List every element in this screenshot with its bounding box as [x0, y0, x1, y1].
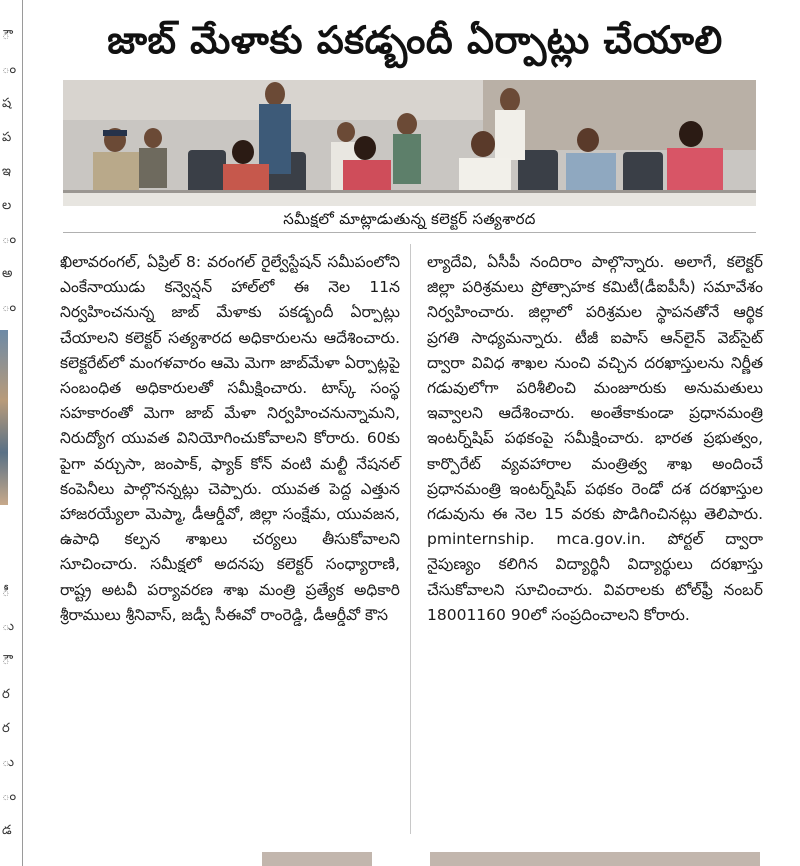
fragment-char: అ: [2, 266, 13, 281]
next-article-fragment: [262, 852, 372, 866]
caption-divider: [63, 232, 756, 233]
next-article-photo-fragment: [430, 852, 760, 866]
fragment-char: ష: [2, 96, 12, 111]
fragment-char: ౌ: [2, 28, 10, 43]
fragment-char: ఇ: [2, 164, 11, 179]
fragment-char: ర: [2, 687, 10, 702]
adjacent-photo-fragment: [0, 330, 8, 505]
fragment-char: ల: [2, 198, 12, 213]
fragment-char: డ: [2, 823, 12, 838]
fragment-char: ం: [2, 232, 17, 247]
article-body-right: [427, 250, 763, 628]
fragment-char: ం: [2, 300, 17, 315]
photo-caption: సమీక్షలో మాట్లాడుతున్న కలెక్టర్ సత్యశారద: [283, 210, 536, 228]
fragment-char: ౌ: [2, 653, 10, 668]
column-gutter: [410, 244, 411, 834]
body-paragraph: ఖిలావరంగల్, ఏప్రిల్ 8: వరంగల్ రైల్వేస్టేషన్ సమీపంలోని ఎంకేనాయుడు కన్వెన్షన్ హాల్‌లో ఈ నెల 11న నిర్వహించనున్న జాబ్ మేళాకు పకడ్బందీ ఏర్పాట్లు చేయాలని కలెక్టర్ సత్యశారద అధికారులను ఆదేశించారు. కలెక్టరేట్‌లో మంగళవారం ఆమె మెగా జాబ్‌మేళా ఏర్పాట్లపై సంబంధిత అధికారులతో సమీక్షించారు. టాస్క్ సంస్థ సహకారంతో మెగా జాబ్ మేళా నిర్వహించనున్నామని, నిరుద్యోగ యువత వినియోగించుకోవాలని కోరారు. 60కు పైగా వర్చుసా, జంపాక్, ఫ్యాక్ కోన్ వంటి మల్టీ నేషనల్ కంపెనీలు పాల్గొనన్నట్లు చెప్పారు. యువత పెద్ద ఎత్తున హాజరయ్యేలా మెప్మా, డీఆర్డీవో, జిల్లా సంక్షేమ, యువజన, ఉపాధి కల్పన శాఖలు చర్యలు తీసుకోవాలని సూచించారు. సమీక్షలో అదనపు కలెక్టర్ సంధ్యారాణి, రాష్ట్ర అటవీ పర్యావరణ శాఖ మంత్రి ప్రత్యేక అధికారి శ్రీరాములు శ్రీనివాస్, జడ్పీ సీఈవో రాంరెడ్డి, డీఆర్డీవో కౌస: [60, 253, 400, 624]
fragment-char: ప: [2, 130, 12, 145]
fragment-char: ీ: [2, 585, 10, 600]
fragment-char: ం: [2, 62, 17, 77]
body-paragraph: ల్యాదేవి, ఏసీపీ నందిరాం పాల్గొన్నారు. అలాగే, కలెక్టర్ జిల్లా పరిశ్రమలు ప్రోత్సాహక కమిటీ(డీఐపీసీ) సమావేశం నిర్వహించారు. జిల్లాలో పరిశ్రమల స్థాపనతోనే ఆర్థిక ప్రగతి సాధ్యమన్నారు. టీజీ ఐపాస్ ఆన్‌లైన్ వెబ్‌సైట్ ద్వారా వివిధ శాఖల నుంచి వచ్చిన దరఖాస్తులను నిర్ణీత గడువులోగా పరిశీలించి మంజూరుకు అనుమతులు ఇవ్వాలని ఆదేశించారు. అంతేకాకుండా ప్రధానమంత్రి ఇంటర్న్‌షిప్ పథకంపై సమీక్షించారు. భారత ప్రభుత్వం, కార్పొరేట్ వ్యవహారాల మంత్రిత్వ శాఖ అందించే ప్రధానమంత్రి ఇంటర్న్‌షిప్ పథకం రెండో దశ దరఖాస్తుల గడువును ఈ నెల 15 వరకు పొడిగించినట్లు తెలిపారు. pminternship. mca.gov.in. పోర్టల్ ద్వారా నైపుణ్యం కలిగిన విద్యార్థినీ విద్యార్థులు దరఖాస్తు చేసుకోవాలని సూచించారు. వివరాలకు టోల్‌ఫ్రీ నంబర్ 18001160 90లో సంప్రదించాలని కోరారు.: [427, 253, 763, 624]
news-photo: [63, 80, 756, 206]
fragment-char: ర: [2, 721, 10, 736]
column-divider: [22, 0, 23, 866]
fragment-char: ు: [2, 619, 15, 634]
headline: జాబ్ మేళాకు పకడ్బందీ ఏర్పాట్లు చేయాలి: [107, 18, 723, 62]
adjacent-column-fragment: [0, 0, 20, 866]
article-body-left: [60, 250, 400, 628]
fragment-char: ం: [2, 789, 17, 804]
fragment-char: ు: [2, 755, 15, 770]
